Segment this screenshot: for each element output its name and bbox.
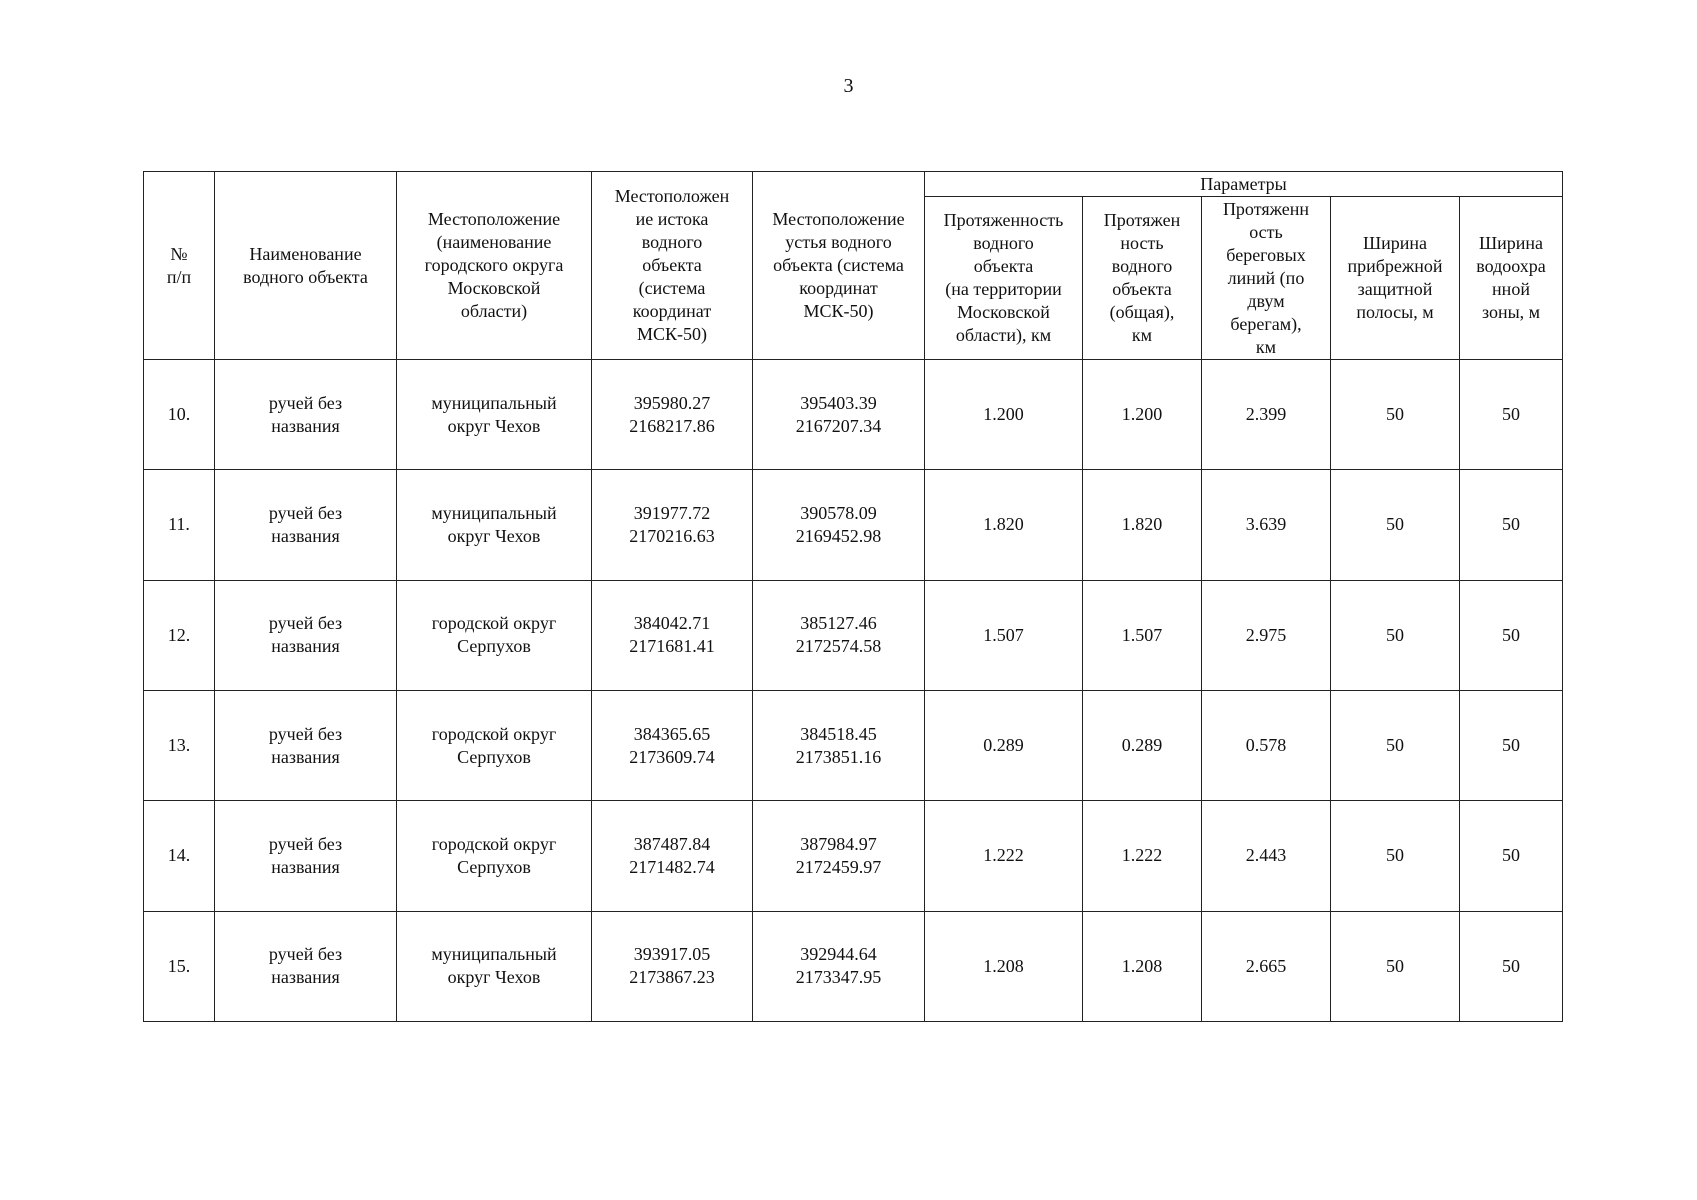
text-line: координат (799, 278, 878, 298)
cell-length-region: 0.289 (925, 690, 1083, 800)
cell-name (215, 911, 397, 1021)
cell-length-region: 1.208 (925, 911, 1083, 1021)
text-line: 395403.39 (800, 392, 877, 413)
table-body (144, 360, 1563, 1022)
header-length-total (1083, 197, 1202, 360)
text-line: 384365.65 (633, 723, 711, 744)
cell-protection-zone: 50 (1460, 580, 1563, 690)
cell-length-region: 1.507 (925, 580, 1083, 690)
text-line: 2172574.58 (795, 636, 882, 657)
text-line: округ Чехов (447, 967, 541, 988)
text-line: двум (1247, 290, 1285, 311)
text-line: 2173347.95 (795, 967, 882, 988)
cell-location (397, 690, 592, 800)
header-source (592, 172, 753, 360)
cell-protection-zone: 50 (1460, 911, 1563, 1021)
cell-mouth (753, 470, 925, 580)
text-line: ручей без (268, 944, 343, 965)
text-line: Протяжен (1103, 210, 1181, 230)
text-line: округ Чехов (447, 415, 541, 436)
text-line: Серпухов (457, 746, 531, 767)
text-line: области), км (955, 325, 1052, 345)
cell-name (215, 470, 397, 580)
cell-location (397, 911, 592, 1021)
cell-shoreline: 2.399 (1202, 360, 1331, 470)
text-line: городской округ (431, 723, 557, 744)
cell-coastal-strip: 50 (1331, 690, 1460, 800)
cell-coastal-strip: 50 (1331, 580, 1460, 690)
text-line: Местоположение (427, 209, 561, 229)
cell-length-total: 1.507 (1083, 580, 1202, 690)
text-line: 384518.45 (800, 723, 877, 744)
text-line: Серпухов (457, 856, 531, 877)
cell-mouth (753, 580, 925, 690)
cell-shoreline: 0.578 (1202, 690, 1331, 800)
text-line: Ширина (1478, 233, 1544, 253)
text-line: 2171681.41 (629, 636, 715, 657)
text-line: водного (973, 233, 1034, 253)
text-line: объекта (973, 256, 1034, 276)
text-line: 2173867.23 (629, 967, 715, 988)
text-line: муниципальный (431, 502, 557, 523)
text-line: городского округа (424, 255, 564, 275)
water-objects-table (143, 171, 1563, 1022)
text-line: зоны, м (1481, 302, 1541, 322)
cell-source (592, 580, 753, 690)
text-line: названия (271, 525, 340, 546)
text-line: ручей без (268, 392, 343, 413)
cell-mouth (753, 690, 925, 800)
text-line: ость (1249, 221, 1283, 242)
text-line: водного (1111, 256, 1173, 276)
table-row (144, 690, 1563, 800)
text-line: объекта (система (773, 255, 904, 275)
cell-source (592, 801, 753, 911)
text-line: 391977.72 (633, 502, 711, 523)
cell-length-total: 1.222 (1083, 801, 1202, 911)
header-coastal-strip-text (1335, 232, 1455, 324)
text-line: (наименование (436, 232, 552, 252)
header-num (144, 172, 215, 360)
text-line: ручей без (268, 613, 343, 634)
cell-length-region: 1.200 (925, 360, 1083, 470)
header-params: Параметры (925, 172, 1563, 197)
page-number: 3 (843, 75, 854, 97)
cell-source (592, 360, 753, 470)
text-line: (система (638, 278, 706, 298)
text-line: 2172459.97 (795, 856, 882, 877)
table-row (144, 470, 1563, 580)
cell-shoreline: 2.443 (1202, 801, 1331, 911)
text-line: (на территории (945, 279, 1062, 299)
text-line: Наименование (249, 243, 362, 264)
text-line: полосы, м (1356, 302, 1434, 322)
cell-protection-zone: 50 (1460, 360, 1563, 470)
text-line: городской округ (431, 613, 557, 634)
cell-length-region: 1.222 (925, 801, 1083, 911)
cell-location (397, 470, 592, 580)
text-line: нной (1492, 279, 1530, 299)
text-line: км (1131, 325, 1153, 345)
text-line: 2173609.74 (629, 746, 715, 767)
cell-coastal-strip: 50 (1331, 801, 1460, 911)
text-line: защитной (1357, 279, 1433, 299)
cell-name (215, 690, 397, 800)
cell-name (215, 580, 397, 690)
text-line: МСК-50) (803, 301, 874, 321)
text-line: водоохра (1476, 256, 1546, 276)
header-length-total-text (1087, 209, 1197, 347)
cell-length-total: 1.200 (1083, 360, 1202, 470)
text-line: названия (271, 746, 340, 767)
table-row (144, 911, 1563, 1021)
header-name (215, 172, 397, 360)
text-line: береговых (1226, 244, 1306, 265)
text-line: 2173851.16 (795, 746, 882, 767)
cell-source (592, 470, 753, 580)
text-line: линий (по (1227, 267, 1305, 288)
text-line: 2169452.98 (795, 525, 882, 546)
header-name-text (219, 243, 392, 289)
cell-location (397, 801, 592, 911)
header-coastal-strip (1331, 197, 1460, 360)
text-line: 395980.27 (633, 392, 711, 413)
cell-source (592, 911, 753, 1021)
text-line: п/п (166, 266, 192, 287)
cell-mouth (753, 360, 925, 470)
header-length-region (925, 197, 1083, 360)
header-protection-zone-text (1464, 232, 1558, 324)
cell-num: 11. (144, 470, 215, 580)
text-line: ручей без (268, 833, 343, 854)
header-mouth-text (757, 208, 920, 323)
header-length-region-text (929, 209, 1078, 347)
text-line: Московской (957, 302, 1050, 322)
text-line: 2171482.74 (629, 856, 715, 877)
header-mouth (753, 172, 925, 360)
text-line: водного (641, 232, 703, 252)
text-line: 392944.64 (800, 944, 877, 965)
table-header (144, 172, 1563, 360)
table-row (144, 580, 1563, 690)
cell-length-total: 0.289 (1083, 690, 1202, 800)
header-shoreline-text (1206, 198, 1326, 359)
cell-source (592, 690, 753, 800)
header-shoreline (1202, 197, 1331, 360)
text-line: 393917.05 (633, 944, 711, 965)
text-line: муниципальный (431, 944, 557, 965)
cell-protection-zone: 50 (1460, 690, 1563, 800)
text-line: водного объекта (243, 266, 368, 287)
cell-protection-zone: 50 (1460, 470, 1563, 580)
cell-shoreline: 3.639 (1202, 470, 1331, 580)
cell-shoreline: 2.975 (1202, 580, 1331, 690)
text-line: 387984.97 (800, 833, 877, 854)
cell-num: 12. (144, 580, 215, 690)
table-row (144, 360, 1563, 470)
text-line: Местоположение (772, 209, 905, 229)
text-line: (общая), (1109, 302, 1175, 322)
text-line: МСК-50) (636, 324, 707, 344)
header-location (397, 172, 592, 360)
cell-location (397, 580, 592, 690)
text-line: объекта (642, 255, 702, 275)
text-line: ность (1120, 233, 1164, 253)
text-line: ручей без (268, 502, 343, 523)
text-line: Местоположен (614, 186, 730, 206)
cell-name (215, 801, 397, 911)
cell-protection-zone: 50 (1460, 801, 1563, 911)
text-line: 390578.09 (800, 502, 877, 523)
text-line: координат (632, 301, 712, 321)
text-line: объекта (1112, 279, 1172, 299)
table-row (144, 801, 1563, 911)
text-line: 2170216.63 (629, 525, 715, 546)
cell-num: 14. (144, 801, 215, 911)
cell-num: 15. (144, 911, 215, 1021)
text-line: области) (460, 301, 528, 321)
header-protection-zone (1460, 197, 1563, 360)
text-line: муниципальный (431, 392, 557, 413)
cell-coastal-strip: 50 (1331, 360, 1460, 470)
header-num-text (148, 243, 210, 289)
text-line: км (1255, 336, 1277, 357)
text-line: Серпухов (457, 636, 531, 657)
text-line: прибрежной (1347, 256, 1443, 276)
text-line: Протяженность (943, 210, 1064, 230)
header-source-text (596, 185, 748, 346)
text-line: ие истока (635, 209, 709, 229)
text-line: ручей без (268, 723, 343, 744)
cell-num: 13. (144, 690, 215, 800)
cell-length-total: 1.820 (1083, 470, 1202, 580)
cell-mouth (753, 801, 925, 911)
cell-length-region: 1.820 (925, 470, 1083, 580)
text-line: 2168217.86 (629, 415, 715, 436)
text-line: Ширина (1362, 233, 1428, 253)
cell-location (397, 360, 592, 470)
text-line: № (170, 243, 188, 264)
text-line: городской округ (431, 833, 557, 854)
text-line: округ Чехов (447, 525, 541, 546)
cell-mouth (753, 911, 925, 1021)
text-line: Протяженн (1222, 198, 1310, 219)
text-line: названия (271, 967, 340, 988)
text-line: берегам), (1230, 313, 1302, 334)
cell-num: 10. (144, 360, 215, 470)
text-line: устья водного (785, 232, 892, 252)
header-location-text (401, 208, 587, 323)
text-line: Московской (447, 278, 541, 298)
text-line: названия (271, 636, 340, 657)
text-line: названия (271, 415, 340, 436)
cell-length-total: 1.208 (1083, 911, 1202, 1021)
text-line: названия (271, 856, 340, 877)
cell-coastal-strip: 50 (1331, 911, 1460, 1021)
cell-name (215, 360, 397, 470)
text-line: 385127.46 (800, 613, 877, 634)
cell-shoreline: 2.665 (1202, 911, 1331, 1021)
text-line: 384042.71 (633, 613, 711, 634)
text-line: 2167207.34 (795, 415, 882, 436)
text-line: 387487.84 (633, 833, 711, 854)
cell-coastal-strip: 50 (1331, 470, 1460, 580)
